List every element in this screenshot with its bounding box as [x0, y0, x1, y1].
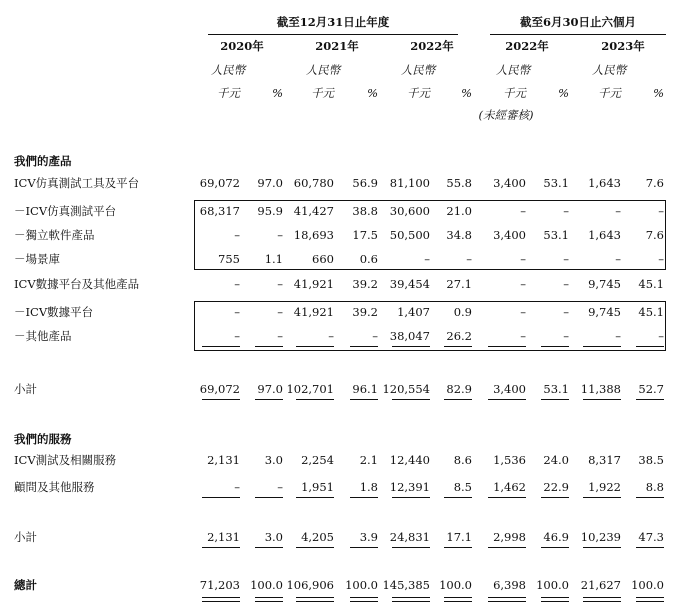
cell-value: – — [424, 252, 430, 266]
header-unaudited-note: (未經審核) — [478, 108, 534, 122]
cell-underline — [636, 547, 664, 548]
cell-value: 71,203 — [199, 578, 240, 592]
cell-value: – — [658, 329, 664, 343]
cell-value: 96.1 — [352, 382, 378, 396]
cell-value: 82.9 — [446, 382, 472, 396]
cell-value: 9,745 — [588, 277, 621, 291]
cell-value: 45.1 — [638, 277, 664, 291]
cell-value: 4,205 — [301, 530, 334, 544]
cell-value: 8.6 — [453, 453, 472, 467]
cell-value: 1,643 — [588, 228, 621, 242]
cell-value: – — [234, 228, 240, 242]
sub-items-box — [194, 301, 666, 351]
cell-value: – — [234, 480, 240, 494]
cell-value: – — [234, 277, 240, 291]
cell-value: 100.0 — [631, 578, 664, 592]
cell-value: 755 — [218, 252, 240, 266]
cell-value: 21.0 — [446, 204, 472, 218]
header-year: 2021年 — [315, 39, 359, 53]
cell-double-underline — [583, 597, 621, 602]
cell-underline — [296, 547, 334, 548]
cell-value: 1,536 — [493, 453, 526, 467]
cell-value: 3.9 — [359, 530, 378, 544]
cell-value: 24.0 — [543, 453, 569, 467]
cell-value: – — [658, 252, 664, 266]
cell-value: – — [520, 277, 526, 291]
cell-value: 53.1 — [543, 228, 569, 242]
cell-underline — [350, 399, 378, 400]
cell-value: 3.0 — [264, 453, 283, 467]
cell-double-underline — [488, 597, 526, 602]
cell-value: 1,407 — [397, 305, 430, 319]
cell-value: 660 — [312, 252, 334, 266]
header-unit-thousand: 千元 — [311, 86, 334, 100]
cell-underline — [444, 399, 472, 400]
cell-value: 2,131 — [207, 453, 240, 467]
cell-underline — [202, 497, 240, 498]
cell-value: 56.9 — [352, 176, 378, 190]
cell-value: 41,427 — [293, 204, 334, 218]
cell-underline — [296, 497, 334, 498]
cell-double-underline — [392, 597, 430, 602]
header-year-group: 截至12月31日止年度 — [276, 15, 390, 29]
header-year: 2022年 — [410, 39, 454, 53]
header-year: 2020年 — [220, 39, 264, 53]
row-label: －其他產品 — [14, 329, 72, 343]
cell-value: – — [277, 480, 283, 494]
cell-value: 12,391 — [389, 480, 430, 494]
cell-value: 8,317 — [588, 453, 621, 467]
cell-value: 17.1 — [446, 530, 472, 544]
header-six-month-group: 截至6月30日止六個月 — [519, 15, 636, 29]
row-label: －場景庫 — [14, 252, 60, 266]
sub-items-box — [194, 200, 666, 270]
cell-value: – — [563, 252, 569, 266]
row-label: ICV數據平台及其他產品 — [14, 277, 140, 291]
cell-value: – — [234, 305, 240, 319]
cell-value: 12,440 — [389, 453, 430, 467]
cell-value: 47.3 — [638, 530, 664, 544]
cell-value: 2.1 — [359, 453, 378, 467]
cell-value: – — [372, 329, 378, 343]
cell-value: 11,388 — [580, 382, 621, 396]
row-label: －獨立軟件產品 — [14, 228, 95, 242]
cell-value: 100.0 — [345, 578, 378, 592]
cell-underline — [636, 497, 664, 498]
cell-value: 50,500 — [389, 228, 430, 242]
cell-value: 53.1 — [543, 176, 569, 190]
cell-value: 3,400 — [493, 228, 526, 242]
cell-double-underline — [202, 597, 240, 602]
cell-value: – — [234, 329, 240, 343]
cell-value: – — [520, 204, 526, 218]
cell-value: 55.8 — [446, 176, 472, 190]
cell-underline — [350, 547, 378, 548]
cell-value: – — [277, 305, 283, 319]
section-products: 我們的產品 — [14, 154, 72, 168]
cell-value: 1,643 — [588, 176, 621, 190]
cell-value: 10,239 — [580, 530, 621, 544]
cell-value: – — [277, 228, 283, 242]
header-currency: 人民幣 — [210, 63, 246, 77]
cell-value: 60,780 — [293, 176, 334, 190]
cell-underline — [392, 547, 430, 548]
cell-value: – — [563, 277, 569, 291]
cell-underline — [488, 547, 526, 548]
cell-double-underline — [541, 597, 569, 602]
cell-value: – — [520, 305, 526, 319]
cell-underline — [583, 547, 621, 548]
cell-value: 6,398 — [493, 578, 526, 592]
cell-value: 97.0 — [257, 176, 283, 190]
cell-value: 39.2 — [352, 305, 378, 319]
row-label: ICV測試及相關服務 — [14, 453, 117, 467]
cell-underline — [444, 497, 472, 498]
cell-value: – — [615, 252, 621, 266]
cell-double-underline — [296, 597, 334, 602]
row-label: －ICV數據平台 — [14, 305, 94, 319]
cell-double-underline — [255, 597, 283, 602]
cell-value: 26.2 — [446, 329, 472, 343]
cell-value: 53.1 — [543, 382, 569, 396]
cell-underline — [255, 497, 283, 498]
cell-value: 1.1 — [264, 252, 283, 266]
header-year: 2023年 — [601, 39, 645, 53]
cell-value: 95.9 — [257, 204, 283, 218]
cell-value: 7.6 — [645, 176, 664, 190]
cell-value: – — [658, 204, 664, 218]
cell-value: 1,462 — [493, 480, 526, 494]
cell-value: 22.9 — [543, 480, 569, 494]
cell-underline — [541, 399, 569, 400]
cell-double-underline — [350, 597, 378, 602]
cell-value: 30,600 — [389, 204, 430, 218]
header-unit-thousand: 千元 — [217, 86, 240, 100]
cell-underline — [392, 497, 430, 498]
header-currency: 人民幣 — [495, 63, 531, 77]
cell-value: 39,454 — [389, 277, 430, 291]
cell-value: 2,131 — [207, 530, 240, 544]
cell-value: 8.5 — [453, 480, 472, 494]
cell-value: 18,693 — [293, 228, 334, 242]
row-label: 總計 — [14, 578, 37, 592]
cell-value: 52.7 — [638, 382, 664, 396]
cell-value: 17.5 — [352, 228, 378, 242]
cell-value: – — [466, 252, 472, 266]
header-year-group-line — [208, 34, 458, 35]
cell-value: 45.1 — [638, 305, 664, 319]
header-unit-percent: % — [558, 86, 569, 100]
header-unit-thousand: 千元 — [503, 86, 526, 100]
cell-value: 41,921 — [293, 277, 334, 291]
cell-value: – — [328, 329, 334, 343]
cell-value: 0.6 — [359, 252, 378, 266]
cell-value: 38.8 — [352, 204, 378, 218]
cell-value: – — [563, 305, 569, 319]
cell-value: 2,254 — [301, 453, 334, 467]
cell-value: – — [277, 329, 283, 343]
header-unit-thousand: 千元 — [598, 86, 621, 100]
cell-value: 8.8 — [645, 480, 664, 494]
cell-value: 100.0 — [439, 578, 472, 592]
cell-value: – — [563, 204, 569, 218]
cell-double-underline — [444, 597, 472, 602]
row-label: 顧問及其他服務 — [14, 480, 95, 494]
header-six-month-group-line — [490, 34, 666, 35]
cell-underline — [583, 497, 621, 498]
cell-value: 24,831 — [389, 530, 430, 544]
row-label: 小計 — [14, 530, 37, 544]
cell-double-underline — [636, 597, 664, 602]
row-label: －ICV仿真測試平台 — [14, 204, 117, 218]
cell-value: – — [520, 252, 526, 266]
cell-underline — [541, 547, 569, 548]
header-currency: 人民幣 — [400, 63, 436, 77]
cell-value: 100.0 — [250, 578, 283, 592]
header-unit-percent: % — [272, 86, 283, 100]
cell-underline — [488, 497, 526, 498]
cell-value: 1,922 — [588, 480, 621, 494]
cell-underline — [392, 399, 430, 400]
cell-value: 102,701 — [286, 382, 334, 396]
cell-value: 0.9 — [453, 305, 472, 319]
cell-value: 38.5 — [638, 453, 664, 467]
cell-value: 81,100 — [389, 176, 430, 190]
cell-underline — [583, 399, 621, 400]
cell-value: 69,072 — [199, 176, 240, 190]
cell-underline — [202, 399, 240, 400]
cell-underline — [488, 399, 526, 400]
cell-value: 3,400 — [493, 176, 526, 190]
section-services: 我們的服務 — [14, 432, 72, 446]
cell-underline — [255, 547, 283, 548]
cell-value: – — [563, 329, 569, 343]
cell-value: 34.8 — [446, 228, 472, 242]
cell-value: 27.1 — [446, 277, 472, 291]
cell-value: 38,047 — [389, 329, 430, 343]
cell-value: 3,400 — [493, 382, 526, 396]
cell-value: 69,072 — [199, 382, 240, 396]
cell-underline — [541, 497, 569, 498]
cell-value: 39.2 — [352, 277, 378, 291]
cell-value: 21,627 — [580, 578, 621, 592]
cell-value: 3.0 — [264, 530, 283, 544]
cell-value: 97.0 — [257, 382, 283, 396]
cell-underline — [255, 399, 283, 400]
cell-value: 46.9 — [543, 530, 569, 544]
header-currency: 人民幣 — [591, 63, 627, 77]
header-unit-thousand: 千元 — [407, 86, 430, 100]
cell-value: 1,951 — [301, 480, 334, 494]
cell-value: – — [615, 329, 621, 343]
row-label: 小計 — [14, 382, 37, 396]
header-unit-percent: % — [367, 86, 378, 100]
header-unit-percent: % — [461, 86, 472, 100]
cell-value: 9,745 — [588, 305, 621, 319]
cell-value: 120,554 — [382, 382, 430, 396]
cell-value: – — [615, 204, 621, 218]
cell-value: – — [277, 277, 283, 291]
cell-underline — [636, 399, 664, 400]
cell-value: 1.8 — [359, 480, 378, 494]
cell-value: 41,921 — [293, 305, 334, 319]
row-label: ICV仿真測試工具及平台 — [14, 176, 140, 190]
cell-value: 100.0 — [536, 578, 569, 592]
cell-underline — [202, 547, 240, 548]
header-currency: 人民幣 — [305, 63, 341, 77]
cell-underline — [296, 399, 334, 400]
cell-value: 2,998 — [493, 530, 526, 544]
cell-value: 68,317 — [199, 204, 240, 218]
header-year: 2022年 — [505, 39, 549, 53]
cell-value: – — [520, 329, 526, 343]
cell-value: 7.6 — [645, 228, 664, 242]
cell-value: 106,906 — [286, 578, 334, 592]
cell-value: 145,385 — [382, 578, 430, 592]
cell-underline — [444, 547, 472, 548]
cell-underline — [350, 497, 378, 498]
header-unit-percent: % — [653, 86, 664, 100]
